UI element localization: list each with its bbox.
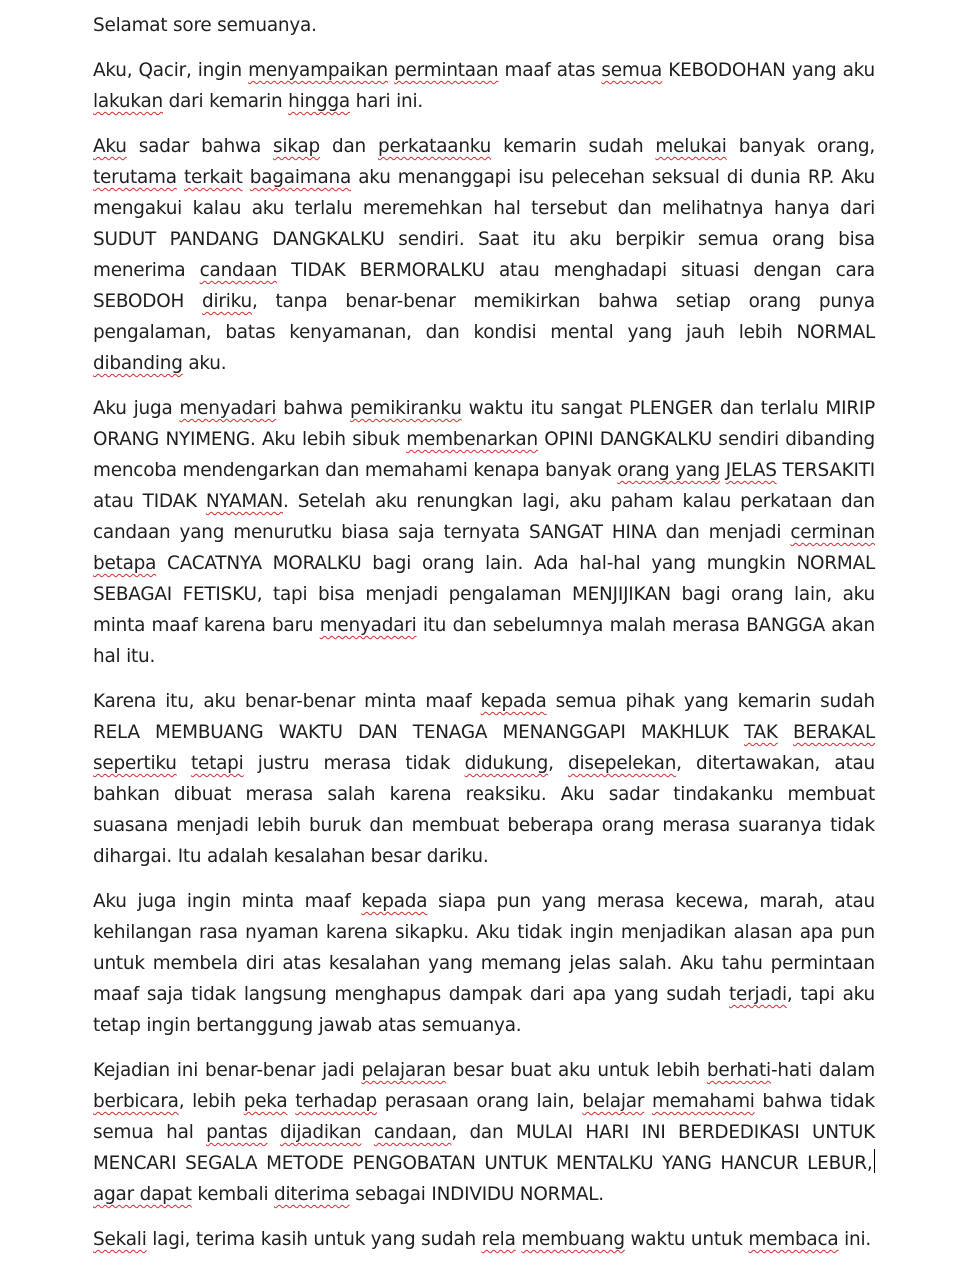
- spellcheck-flagged-word[interactable]: belajar: [582, 1091, 645, 1112]
- spellcheck-flagged-word[interactable]: lakukan: [93, 91, 163, 112]
- spellcheck-flagged-word[interactable]: permintaan: [394, 60, 499, 81]
- spellcheck-flagged-word[interactable]: betapa: [93, 553, 157, 574]
- spellcheck-flagged-word[interactable]: berbicara: [93, 1091, 179, 1112]
- text-run: ini.: [838, 1229, 872, 1250]
- spellcheck-flagged-word[interactable]: sikap: [273, 136, 320, 157]
- spellcheck-flagged-word[interactable]: terhadap: [295, 1091, 377, 1112]
- paragraph-8: [93, 1224, 875, 1255]
- spellcheck-flagged-word[interactable]: terutama: [93, 167, 177, 188]
- spellcheck-flagged-word[interactable]: NYAMAN: [205, 491, 284, 512]
- document-body[interactable]: [93, 10, 875, 1269]
- text-run: TIDAK BERMORALKU atau menghadapi situasi dengan cara SEBODOH: [93, 260, 875, 312]
- spellcheck-flagged-word[interactable]: terkait: [183, 167, 243, 188]
- text-run: Selamat sore semuanya.: [93, 15, 317, 36]
- spellcheck-flagged-word[interactable]: memahami: [651, 1091, 755, 1112]
- spellcheck-flagged-word[interactable]: menyadari: [319, 615, 417, 636]
- spellcheck-flagged-word[interactable]: kepada: [480, 691, 547, 712]
- spellcheck-flagged-word[interactable]: membenarkan: [406, 429, 538, 450]
- text-cursor: [874, 1149, 876, 1173]
- spellcheck-flagged-word[interactable]: candaan: [199, 260, 278, 281]
- text-run: siapa pun yang merasa kecewa, marah, atau kehilangan rasa nyaman karena sikapku. Aku tidak ingin menjadikan alasan apa pun untuk membela diri atas kesalahan yang memang jelas salah. Aku tahu permintaan maaf saja tidak langsung menghapus dampak dari apa yang sudah: [93, 891, 875, 1005]
- text-run: waktu itu sangat PLENGER dan terlalu MIRIP ORANG NYIMENG. Aku lebih sibuk: [93, 398, 876, 450]
- spellcheck-flagged-word[interactable]: melukai: [655, 136, 727, 157]
- text-run: ,: [548, 753, 569, 774]
- spellcheck-flagged-word[interactable]: pelajaran: [361, 1060, 446, 1081]
- text-run: lagi, terima kasih untuk yang sudah: [146, 1229, 482, 1250]
- text-run: , tanpa benar-benar memikirkan bahwa setiap orang punya pengalaman, batas kenyamanan, dan kondisi mental yang jauh lebih NORMAL: [93, 291, 875, 343]
- text-run: Karena itu, aku benar-benar minta maaf: [93, 691, 481, 712]
- text-run: aku.: [182, 353, 227, 374]
- spellcheck-flagged-word[interactable]: berhati: [706, 1060, 771, 1081]
- spellcheck-flagged-word[interactable]: cerminan: [790, 522, 875, 543]
- spellcheck-flagged-word[interactable]: menyampaikan: [248, 60, 388, 81]
- text-run: justru merasa tidak: [243, 753, 465, 774]
- text-run: bahwa tidak semua hal: [93, 1091, 875, 1143]
- spellcheck-flagged-word[interactable]: sepertiku: [93, 753, 177, 774]
- paragraph-2: [93, 55, 875, 117]
- text-run: bahwa: [276, 398, 350, 419]
- spellcheck-flagged-word[interactable]: TAK: [743, 722, 778, 743]
- spellcheck-flagged-word[interactable]: menyadari: [179, 398, 277, 419]
- paragraph-1: [93, 10, 875, 41]
- text-run: Kejadian ini benar-benar jadi: [93, 1060, 362, 1081]
- text-run: aku menanggapi isu pelecehan seksual di dunia RP. Aku mengakui kalau aku terlalu meremehkan hal tersebut dan melihatnya hanya dari SUDUT PANDANG DANGKALKU sendiri. Saat itu aku berpikir semua orang bisa menerima: [93, 167, 875, 281]
- spellcheck-flagged-word[interactable]: Aku: [93, 136, 127, 157]
- text-run: TERSAKITI atau TIDAK: [93, 460, 875, 512]
- text-run: CACATNYA MORALKU bagi orang lain. Ada hal-hal yang mungkin NORMAL SEBAGAI FETISKU, tapi bisa menjadi pengalaman MENJIJIKAN bagi orang lain, aku minta maaf karena baru: [93, 553, 875, 636]
- paragraph-6: [93, 886, 875, 1041]
- spellcheck-flagged-word[interactable]: BERAKAL: [792, 722, 875, 743]
- text-run: OPINI DANGKALKU sendiri dibanding mencoba mendengarkan dan memahami kenapa banyak: [93, 429, 875, 481]
- text-run: , dan MULAI HARI INI BERDEDIKASI UNTUK MENCARI SEGALA METODE PENGOBATAN UNTUK MENTALKU YANG HANCUR LEBUR,: [93, 1122, 876, 1174]
- text-run: [177, 167, 184, 188]
- text-run: dari kemarin: [162, 91, 289, 112]
- spellcheck-flagged-word[interactable]: rela: [481, 1229, 516, 1250]
- text-run: , tapi aku tetap ingin bertanggung jawab atas semuanya.: [93, 984, 876, 1036]
- text-run: [644, 1091, 652, 1112]
- spellcheck-flagged-word[interactable]: kepada: [361, 891, 428, 912]
- spellcheck-flagged-word[interactable]: semua: [601, 60, 663, 81]
- spellcheck-flagged-word[interactable]: hingga: [288, 91, 350, 112]
- spellcheck-flagged-word[interactable]: membaca: [748, 1229, 839, 1250]
- spellcheck-flagged-word[interactable]: dibanding: [93, 353, 183, 374]
- text-run: Aku juga: [93, 398, 180, 419]
- text-run: KEBODOHAN yang aku: [662, 60, 875, 81]
- text-run: [177, 753, 191, 774]
- text-run: [268, 1122, 280, 1143]
- spellcheck-flagged-word[interactable]: diriku: [201, 291, 252, 312]
- spellcheck-flagged-word[interactable]: candaan: [373, 1122, 452, 1143]
- spellcheck-flagged-word[interactable]: Sekali: [93, 1229, 147, 1250]
- text-run: , ditertawakan, atau bahkan dibuat merasa salah karena reaksiku. Aku sadar tindakanku membuat suasana menjadi lebih buruk dan membuat beberapa orang merasa suaranya tidak dihargai. Itu adalah kesalahan besar dariku.: [93, 753, 875, 867]
- text-run: sebagai INDIVIDU NORMAL.: [349, 1184, 604, 1205]
- text-run: sadar bahwa: [126, 136, 274, 157]
- text-run: semua pihak yang kemarin sudah RELA MEMBUANG WAKTU DAN TENAGA MENANGGAPI MAKHLUK: [93, 691, 876, 743]
- paragraph-5: [93, 686, 875, 872]
- paragraph-3: [93, 131, 875, 379]
- spellcheck-flagged-word[interactable]: membuang: [521, 1229, 625, 1250]
- text-run: Aku, Qacir, ingin: [93, 60, 249, 81]
- text-run: , lebih: [178, 1091, 244, 1112]
- paragraph-4: [93, 393, 875, 672]
- text-run: [778, 722, 793, 743]
- paragraph-7: [93, 1055, 875, 1210]
- spellcheck-flagged-word[interactable]: disepelekan: [568, 753, 677, 774]
- spellcheck-flagged-word[interactable]: terjadi: [729, 984, 787, 1005]
- text-run: . Setelah aku renungkan lagi, aku paham kalau perkataan dan candaan yang menurutku biasa saja ternyata SANGAT HINA dan menjadi: [93, 491, 875, 543]
- text-run: [361, 1122, 373, 1143]
- text-run: itu dan sebelumnya malah merasa BANGGA akan hal itu.: [93, 615, 875, 667]
- text-run: Aku juga ingin minta maaf: [93, 891, 362, 912]
- spellcheck-flagged-word[interactable]: orang yang: [617, 460, 720, 481]
- text-run: besar buat aku untuk lebih: [445, 1060, 707, 1081]
- spellcheck-flagged-word[interactable]: peka: [243, 1091, 288, 1112]
- text-run: banyak orang,: [726, 136, 875, 157]
- text-run: -hati dalam: [770, 1060, 876, 1081]
- text-run: kembali: [191, 1184, 274, 1205]
- spellcheck-flagged-word[interactable]: tetapi: [190, 753, 244, 774]
- spellcheck-flagged-word[interactable]: diterima: [274, 1184, 350, 1205]
- spellcheck-flagged-word[interactable]: didukung: [464, 753, 549, 774]
- spellcheck-flagged-word[interactable]: JELAS: [725, 460, 777, 481]
- spellcheck-flagged-word[interactable]: pemikiranku: [349, 398, 462, 419]
- spellcheck-flagged-word[interactable]: perkataanku: [378, 136, 492, 157]
- text-run: kemarin sudah: [491, 136, 656, 157]
- spellcheck-flagged-word[interactable]: pantas: [206, 1122, 268, 1143]
- text-run: perasaan orang lain,: [376, 1091, 583, 1112]
- text-run: waktu untuk: [624, 1229, 749, 1250]
- spellcheck-flagged-word[interactable]: agar dapat: [93, 1184, 192, 1205]
- text-run: hari ini.: [350, 91, 424, 112]
- text-run: dan: [320, 136, 379, 157]
- text-run: [243, 167, 250, 188]
- spellcheck-flagged-word[interactable]: bagaimana: [249, 167, 352, 188]
- text-run: maaf atas: [498, 60, 602, 81]
- spellcheck-flagged-word[interactable]: dijadikan: [279, 1122, 362, 1143]
